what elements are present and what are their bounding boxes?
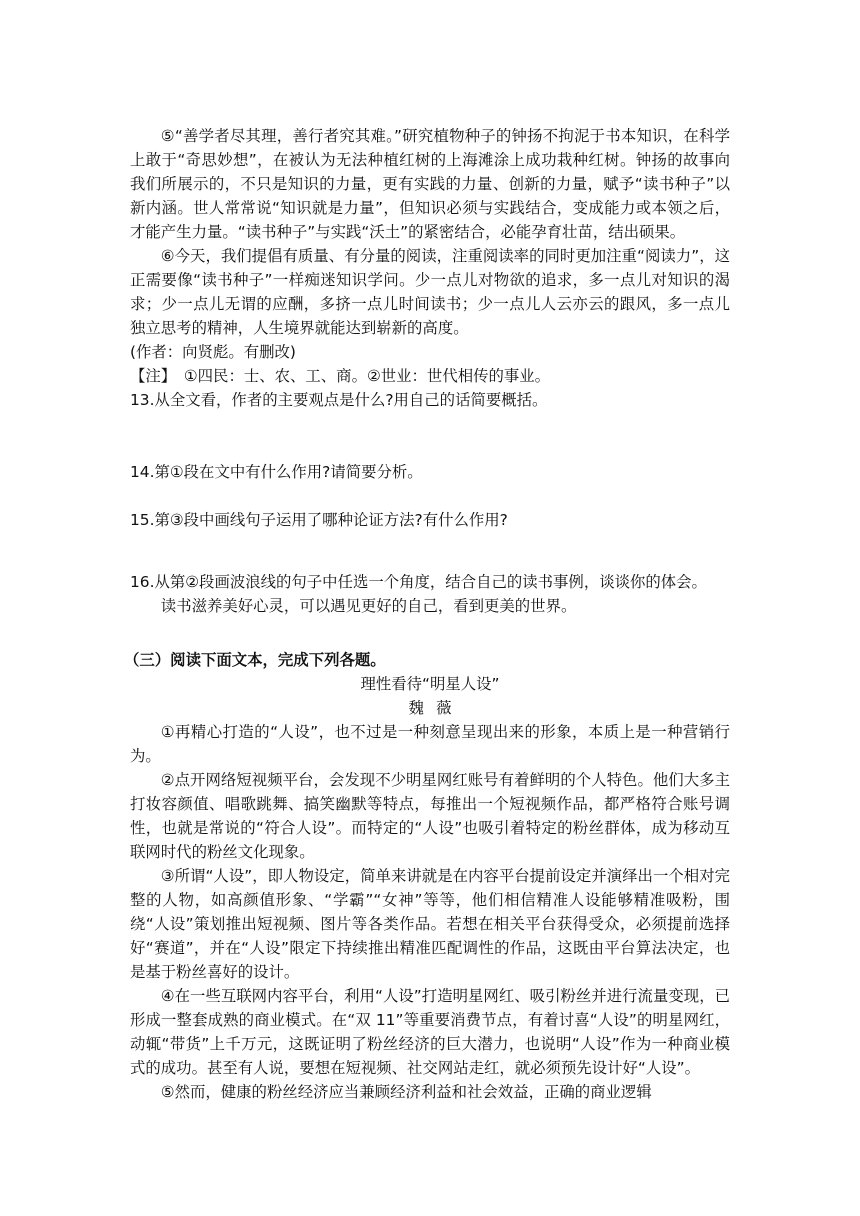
question-16: 16.从第②段画波浪线的句子中任选一个角度，结合自己的读书事例，谈谈你的体会。 [130, 573, 707, 591]
source-note: (作者：向贤彪。有删改) [130, 343, 296, 361]
article-paragraph-1: ①再精心打造的“人设”，也不过是一种刻意呈现出来的形象，本质上是一种营销行为。 [130, 723, 730, 765]
question-13: 13.从全文看，作者的主要观点是什么?用自己的话简要概括。 [130, 391, 548, 409]
article-paragraph-4: ④在一些互联网内容平台，利用“人设”打造明星网红、吸引粉丝并进行流量变现，已形成一整套成熟的商业模式。在“双 11”等重要消费节点，有着讨喜“人设”的明星网红，动辄“带货”上千万元，这既证明了粉丝经济的巨大潜力，也说明“人设”作为一种商业模式的成功。甚至有人说，要想在短视频、社交网站走红，就必须预先设计好“人设”。 [130, 987, 730, 1077]
article-paragraph-3: ③所谓“人设”，即人物设定，简单来讲就是在内容平台提前设定并演绎出一个相对完整的人物，如高颜值形象、“学霸”“女神”等等，他们相信精准人设能够精准吸粉，围绕“人设”策划推出短视频、图片等各类作品。若想在相关平台获得受众，必须提前选择好“赛道”，并在“人设”限定下持续推出精准匹配调性的作品，这既由平台算法决定，也是基于粉丝喜好的设计。 [130, 867, 730, 981]
question-14: 14.第①段在文中有什么作用?请简要分析。 [130, 463, 423, 481]
paragraph-6: ⑥今天，我们提倡有质量、有分量的阅读，注重阅读率的同时更加注重“阅读力”，这正需要像“读书种子”一样痴迷知识学问。少一点儿对物欲的追求，多一点儿对知识的渴求；少一点儿无谓的应酬，多挤一点儿时间读书；少一点儿人云亦云的跟风，多一点儿独立思考的精神，人生境界就能达到崭新的高度。 [130, 247, 730, 337]
question-16-text: 读书滋养美好心灵，可以遇见更好的自己，看到更美的世界。 [160, 597, 577, 615]
question-15: 15.第③段中画线句子运用了哪种论证方法?有什么作用? [130, 511, 508, 529]
author-name: 魏薇 [408, 699, 464, 717]
answer-space-13 [130, 412, 730, 460]
paragraph-5: ⑤“善学者尽其理，善行者究其难。”研究植物种子的钟扬不拘泥于书本知识，在科学上敢于“奇思妙想”，在被认为无法种植红树的上海滩涂上成功栽种红树。钟扬的故事向我们所展示的，不只是知识的力量，更有实践的力量、创新的力量，赋予“读书种子”以新内涵。世人常常说“知识就是力量”，但知识必须与实践结合，变成能力或本领之后，才能产生力量。“读书种子”与实践“沃土”的紧密结合，必能孕育壮苗，结出硕果。 [130, 127, 730, 241]
section-3-heading: （三）阅读下面文本，完成下列各题。 [124, 651, 386, 669]
footnote: 【注】 ①四民：士、农、工、商。②世业：世代相传的事业。 [130, 367, 551, 385]
section-gap [130, 618, 730, 648]
document-page [124, 124, 730, 1104]
article-title: 理性看待“明星人设” [360, 675, 500, 693]
article-author [130, 696, 730, 720]
article-paragraph-2: ②点开网络短视频平台，会发现不少明星网红账号有着鲜明的个人特色。他们大多主打妆容颜值、唱歌跳舞、搞笑幽默等特点，每推出一个短视频作品，都严格符合账号调性，也就是常说的“符合人设”。而特定的“人设”也吸引着特定的粉丝群体，成为移动互联网时代的粉丝文化现象。 [130, 771, 730, 861]
answer-space-15 [130, 532, 730, 556]
answer-space-14 [130, 484, 730, 508]
article-paragraph-5: ⑤然而，健康的粉丝经济应当兼顾经济利益和社会效益，正确的商业逻辑 [160, 1083, 652, 1101]
